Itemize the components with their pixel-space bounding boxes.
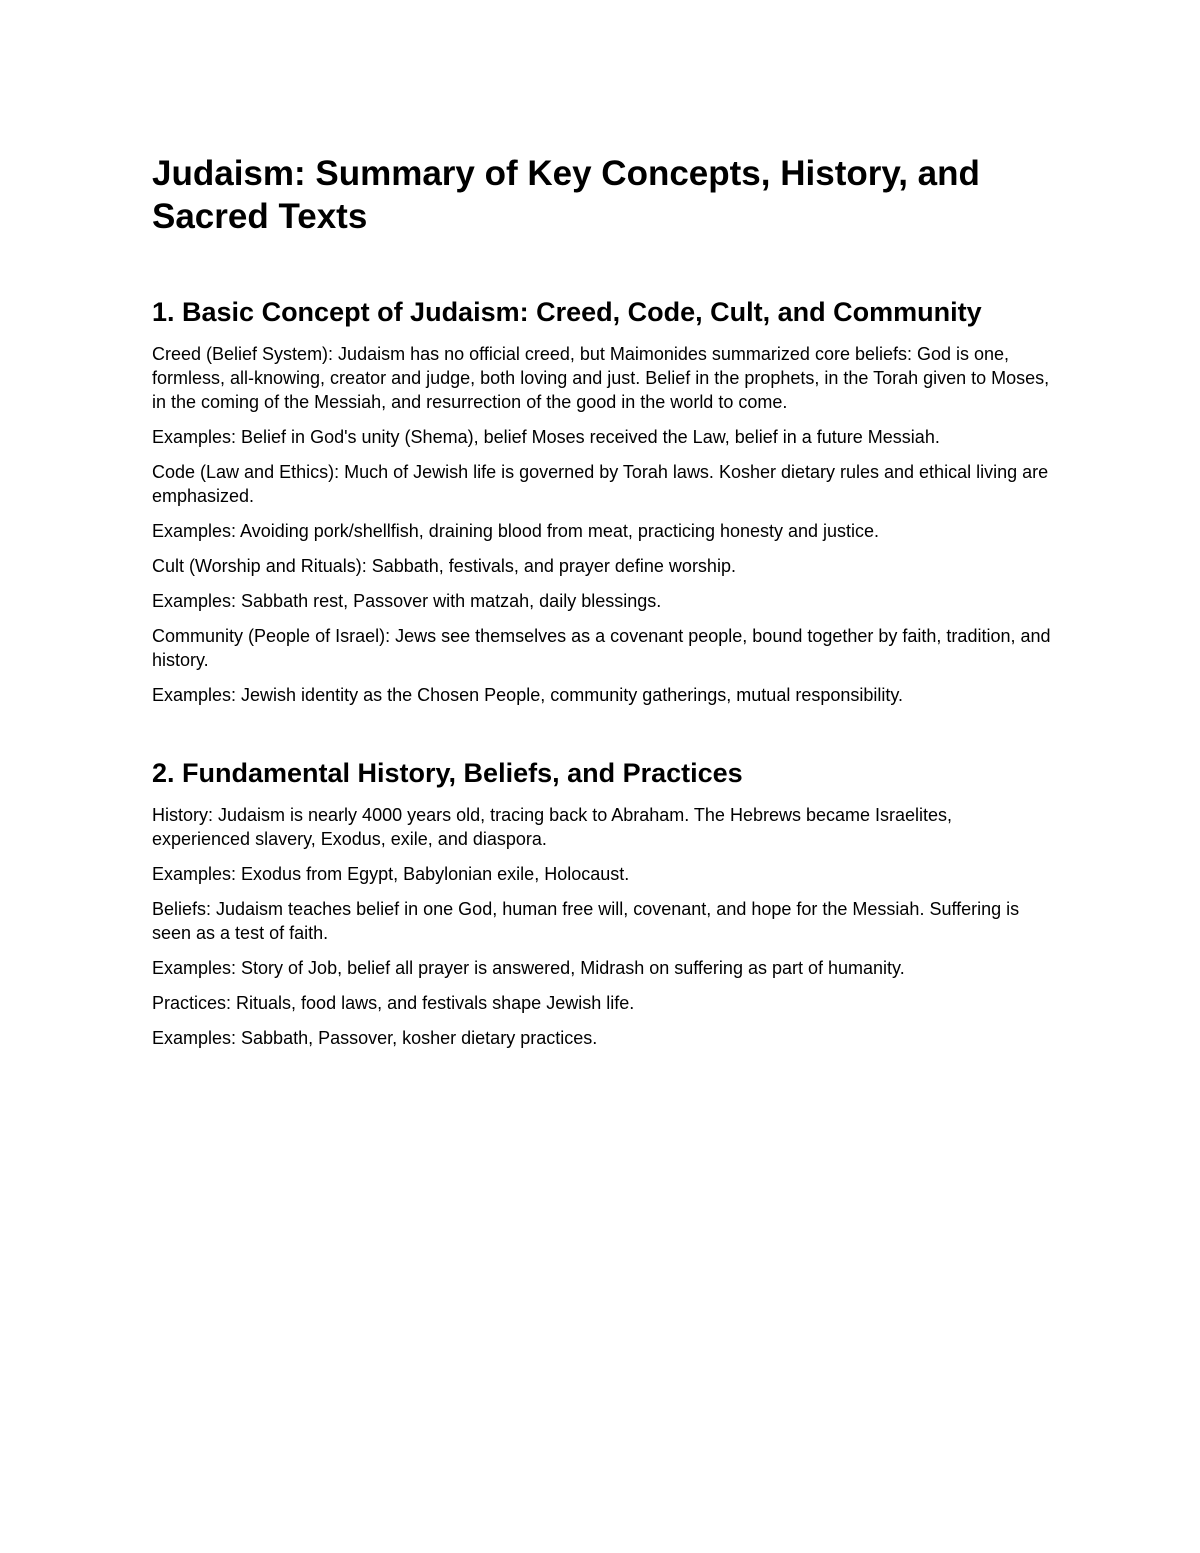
section-basic-concept xyxy=(152,296,1052,707)
paragraph-practices: Practices: Rituals, food laws, and festivals shape Jewish life. xyxy=(152,993,635,1013)
paragraph-practices-examples: Examples: Sabbath, Passover, kosher dietary practices. xyxy=(152,1028,598,1048)
paragraph-history: History: Judaism is nearly 4000 years old, tracing back to Abraham. The Hebrews became Israelites, experienced slavery, Exodus, exile, and diaspora. xyxy=(152,805,953,849)
section-history-beliefs-practices xyxy=(152,757,1052,1050)
paragraph-code: Code (Law and Ethics): Much of Jewish life is governed by Torah laws. Kosher dietary rules and ethical living are emphasized. xyxy=(152,462,1049,506)
paragraph-community-examples: Examples: Jewish identity as the Chosen People, community gatherings, mutual responsibility. xyxy=(152,685,904,705)
paragraph-community: Community (People of Israel): Jews see themselves as a covenant people, bound together by faith, tradition, and history. xyxy=(152,626,1051,670)
paragraph-beliefs-examples: Examples: Story of Job, belief all prayer is answered, Midrash on suffering as part of humanity. xyxy=(152,958,905,978)
paragraph-cult-examples: Examples: Sabbath rest, Passover with matzah, daily blessings. xyxy=(152,591,662,611)
document-page xyxy=(152,152,1052,1061)
document-title: Judaism: Summary of Key Concepts, History, and Sacred Texts xyxy=(152,154,980,236)
section-heading: 1. Basic Concept of Judaism: Creed, Code, Cult, and Community xyxy=(152,297,982,327)
paragraph-code-examples: Examples: Avoiding pork/shellfish, draining blood from meat, practicing honesty and justice. xyxy=(152,521,880,541)
paragraph-history-examples: Examples: Exodus from Egypt, Babylonian exile, Holocaust. xyxy=(152,864,630,884)
paragraph-cult: Cult (Worship and Rituals): Sabbath, festivals, and prayer define worship. xyxy=(152,556,736,576)
section-heading: 2. Fundamental History, Beliefs, and Practices xyxy=(152,758,743,788)
paragraph-creed: Creed (Belief System): Judaism has no official creed, but Maimonides summarized core beliefs: God is one, formless, all-knowing, creator and judge, both loving and just. Belief in the prophets, in the Torah given to Moses, in the coming of the Messiah, and resurrection of the good in the world to come. xyxy=(152,344,1050,412)
paragraph-beliefs: Beliefs: Judaism teaches belief in one God, human free will, covenant, and hope for the Messiah. Suffering is seen as a test of faith. xyxy=(152,899,1020,943)
paragraph-creed-examples: Examples: Belief in God's unity (Shema), belief Moses received the Law, belief in a future Messiah. xyxy=(152,427,940,447)
